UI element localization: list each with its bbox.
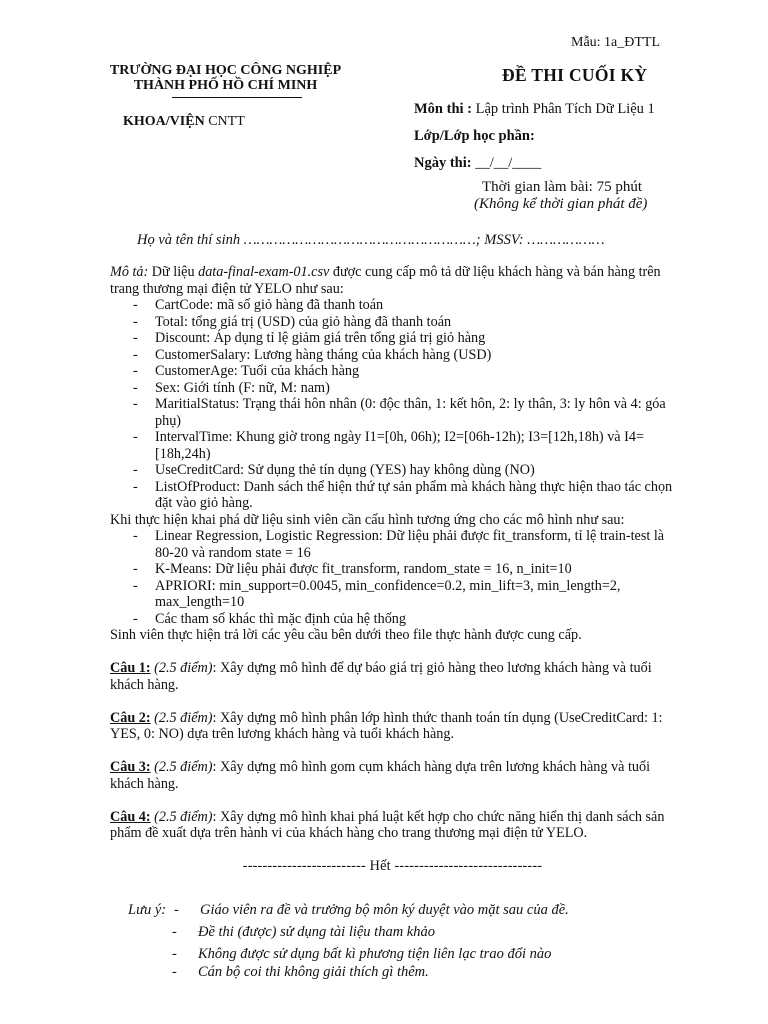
config-list bbox=[110, 528, 675, 627]
question-points: (2.5 điểm) bbox=[154, 709, 213, 726]
note-item bbox=[128, 924, 688, 946]
question-number: Câu 4: bbox=[110, 808, 151, 825]
school-underline bbox=[172, 97, 302, 98]
question-number: Câu 1: bbox=[110, 660, 151, 676]
note-item bbox=[128, 902, 688, 924]
note-text: Cán bộ coi thi không giải thích gì thêm. bbox=[198, 964, 429, 980]
date-label: Ngày thi: bbox=[414, 155, 472, 171]
question-number: Câu 2: bbox=[110, 709, 151, 726]
end-marker: ------------------------- Hết ------------------------------ bbox=[242, 857, 543, 874]
field-item: - CustomerSalary: Lương hàng tháng của khách hàng (USD) bbox=[110, 347, 675, 364]
candidate-info-line: Họ và tên thí sinh ………………………………………………; MSSV: ……………… bbox=[137, 232, 605, 248]
question-3 bbox=[110, 759, 675, 792]
config-item: - Linear Regression, Logistic Regression: Dữ liệu phải được fit_transform, tỉ lệ train-test là 80-20 và random state = 16 bbox=[110, 528, 675, 561]
question-1 bbox=[110, 660, 675, 693]
question-2 bbox=[110, 710, 675, 743]
school-name-line2: THÀNH PHỐ HỒ CHÍ MINH bbox=[133, 78, 318, 93]
description-paragraph bbox=[110, 264, 675, 297]
class-label: Lớp/Lớp học phần: bbox=[414, 128, 535, 144]
exam-title: ĐỀ THI CUỐI KỲ bbox=[502, 65, 648, 85]
field-item: - ListOfProduct: Danh sách thể hiện thứ tự sản phẩm mà khách hàng thực hiện thao tác chọn đặt vào giỏ hàng. bbox=[110, 479, 675, 512]
question-text: : Xây dựng mô hình phân lớp hình thức thanh toán tín dụng (UseCreditCard: 1: YES, 0: NO) dựa trên lương khách hàng và tuổi khách hàng. bbox=[110, 709, 663, 742]
note-text: Giáo viên ra đề và trưởng bộ môn ký duyệt vào mặt sau của đề. bbox=[200, 902, 569, 918]
question-points: (2.5 điểm) bbox=[154, 759, 213, 775]
question-points: (2.5 điểm) bbox=[154, 660, 213, 676]
subject-value: Lập trình Phân Tích Dữ Liệu 1 bbox=[472, 101, 655, 117]
config-item: - Các tham số khác thì mặc định của hệ thống bbox=[110, 611, 675, 628]
description-text-after: được cung cấp mô tả dữ liệu khách hàng và bán hàng trên trang thương mại điện tử YELO như sau: bbox=[110, 264, 661, 297]
note-dash: - bbox=[172, 924, 177, 940]
exam-duration: Thời gian làm bài: 75 phút bbox=[482, 179, 642, 195]
config-outro: Sinh viên thực hiện trả lời các yêu cầu bên dưới theo file thực hành được cung cấp. bbox=[110, 627, 582, 643]
notes-section bbox=[128, 902, 688, 982]
school-name-line1: TRƯỜNG ĐẠI HỌC CÔNG NGHIỆP bbox=[109, 63, 342, 78]
description-text-before: Dữ liệu bbox=[148, 264, 199, 280]
question-points: (2.5 điểm) bbox=[154, 808, 213, 825]
subject-label: Môn thi : bbox=[414, 101, 472, 117]
school-name bbox=[88, 63, 363, 93]
config-item: - K-Means: Dữ liệu phải được fit_transform, random_state = 16, n_init=10 bbox=[110, 561, 675, 578]
class-line bbox=[414, 128, 535, 145]
form-code: Mẫu: 1a_ĐTTL bbox=[571, 35, 661, 50]
config-intro: Khi thực hiện khai phá dữ liệu sinh viên cần cấu hình tương ứng cho các mô hình như sau: bbox=[110, 511, 625, 528]
note-dash: - bbox=[172, 964, 177, 980]
field-item: - Total: tổng giá trị (USD) của giỏ hàng đã thanh toán bbox=[110, 314, 675, 331]
note-dash: - bbox=[174, 902, 179, 918]
question-4 bbox=[110, 809, 675, 842]
config-item: - APRIORI: min_support=0.0045, min_confidence=0.2, min_lift=3, min_length=2, max_length=10 bbox=[110, 578, 675, 611]
field-item: - CustomerAge: Tuổi của khách hàng bbox=[110, 363, 675, 380]
date-line bbox=[414, 155, 541, 172]
note-item bbox=[128, 964, 688, 982]
date-value: __/__/____ bbox=[471, 155, 542, 171]
subject-line bbox=[414, 101, 655, 118]
field-item: - Sex: Giới tính (F: nữ, M: nam) bbox=[110, 380, 675, 397]
question-text: : Xây dựng mô hình để dự báo giá trị giỏ hàng theo lương khách hàng và tuổi khách hàng. bbox=[110, 660, 652, 693]
description-label: Mô tả: bbox=[110, 264, 149, 280]
field-item: - CartCode: mã số giỏ hàng đã thanh toán bbox=[110, 297, 675, 314]
field-item: - MaritialStatus: Trạng thái hôn nhân (0: độc thân, 1: kết hôn, 2: ly thân, 3: ly hôn và 4: góa phụ) bbox=[110, 396, 675, 429]
exam-duration-note: (Không kể thời gian phát đề) bbox=[474, 196, 648, 212]
exam-content bbox=[110, 264, 675, 874]
faculty bbox=[123, 114, 245, 131]
notes-label: Lưu ý: bbox=[128, 902, 167, 918]
note-text: Đề thi (được) sử dụng tài liệu tham khảo bbox=[198, 924, 435, 940]
field-item: - Discount: Áp dụng tỉ lệ giảm giá trên tổng giá trị giỏ hàng bbox=[110, 330, 675, 347]
field-item: - IntervalTime: Khung giờ trong ngày I1=[0h, 06h); I2=[06h-12h); I3=[12h,18h) và I4=[18h,24h) bbox=[110, 429, 675, 462]
question-text: : Xây dựng mô hình khai phá luật kết hợp cho chức năng hiển thị danh sách sản phẩm đề xuất dựa trên hành vi của khách hàng cho trang thương mại điện tử YELO. bbox=[110, 808, 665, 841]
question-number: Câu 3: bbox=[110, 759, 151, 775]
data-filename: data-final-exam-01.csv bbox=[198, 264, 330, 280]
faculty-value: CNTT bbox=[204, 114, 245, 129]
field-list bbox=[110, 297, 675, 512]
note-text: Không được sử dụng bất kì phương tiện liên lạc trao đổi nào bbox=[198, 946, 552, 962]
note-dash: - bbox=[172, 946, 177, 962]
question-text: : Xây dựng mô hình gom cụm khách hàng dựa trên lương khách hàng và tuổi khách hàng. bbox=[110, 759, 651, 792]
field-item: - UseCreditCard: Sử dụng thẻ tín dụng (YES) hay không dùng (NO) bbox=[110, 462, 675, 479]
faculty-label: KHOA/VIỆN bbox=[123, 114, 205, 129]
